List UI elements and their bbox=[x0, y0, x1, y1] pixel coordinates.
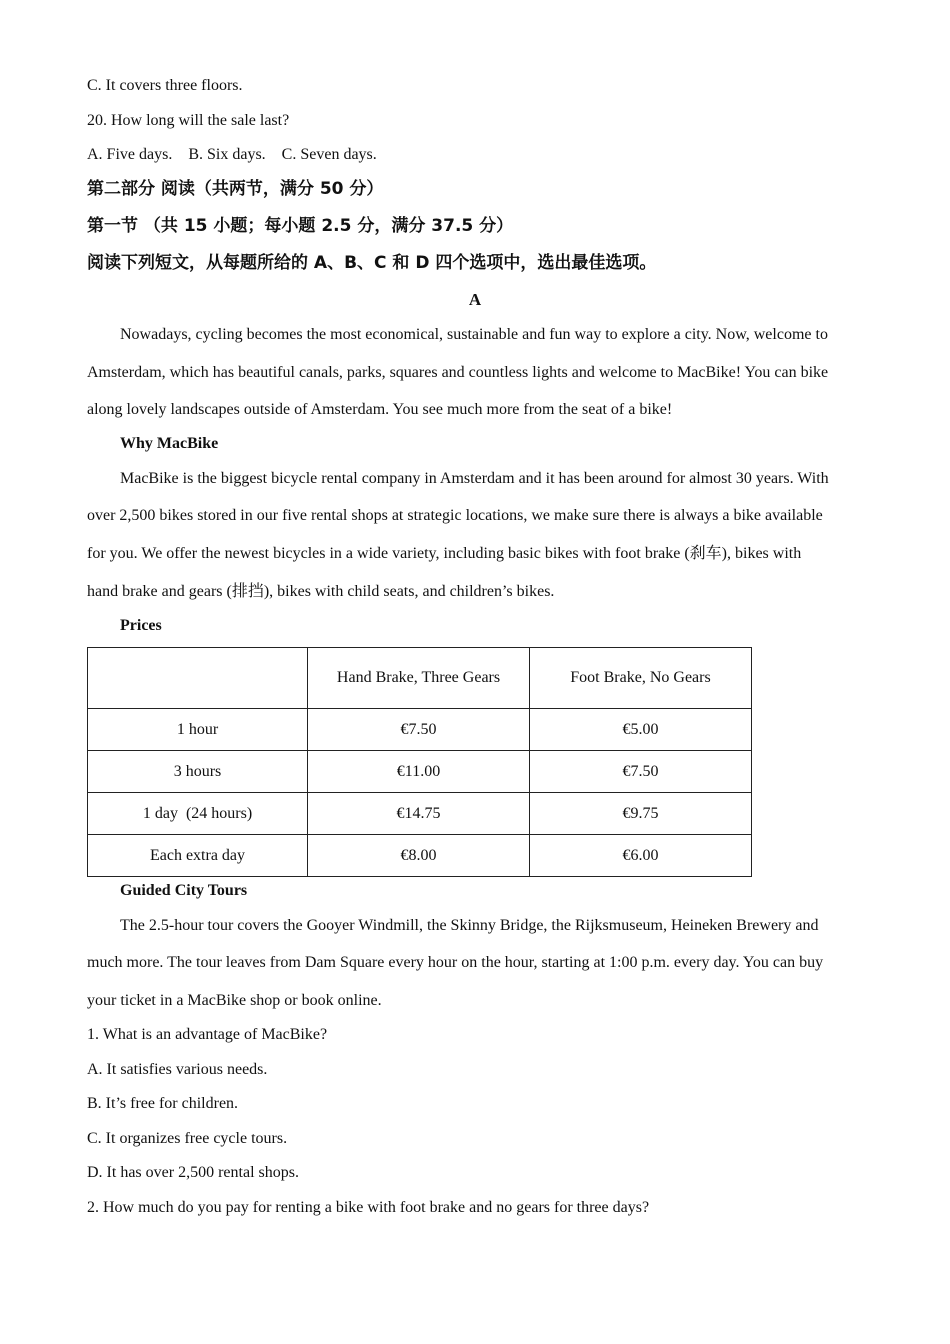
table-cell: 1 day (24 hours) bbox=[88, 793, 308, 835]
intro-line-2: Amsterdam, which has beautiful canals, parks, squares and countless lights and welcome to MacBike! You can bike bbox=[87, 364, 829, 381]
section-instruction: 阅读下列短文，从每题所给的 A、B、C 和 D 四个选项中，选出最佳选项。 bbox=[87, 253, 657, 273]
prices-heading: Prices bbox=[120, 617, 162, 634]
table-row bbox=[88, 709, 752, 751]
table-header-row bbox=[88, 648, 752, 709]
table-cell: €11.00 bbox=[308, 751, 530, 793]
why-line-4: hand brake and gears (排挡), bikes with child seats, and children’s bikes. bbox=[87, 583, 555, 600]
intro-line-1: Nowadays, cycling becomes the most economical, sustainable and fun way to explore a city. Now, welcome to bbox=[120, 326, 828, 343]
table-row bbox=[88, 835, 752, 877]
table-header-cell: Foot Brake, No Gears bbox=[530, 648, 752, 709]
table-cell: €7.50 bbox=[530, 751, 752, 793]
question-1-option-d: D. It has over 2,500 rental shops. bbox=[87, 1164, 299, 1181]
why-heading: Why MacBike bbox=[120, 435, 219, 452]
why-line-2: over 2,500 bikes stored in our five rental shops at strategic locations, we make sure there is always a bike available bbox=[87, 507, 823, 524]
table-cell: €8.00 bbox=[308, 835, 530, 877]
question-1-option-a: A. It satisfies various needs. bbox=[87, 1061, 268, 1078]
question-1-option-c: C. It organizes free cycle tours. bbox=[87, 1130, 288, 1147]
section-title: 第一节 （共 15 小题；每小题 2.5 分，满分 37.5 分） bbox=[87, 216, 514, 236]
question-20: 20. How long will the sale last? bbox=[87, 112, 290, 129]
table-row bbox=[88, 751, 752, 793]
passage-label: A bbox=[468, 290, 482, 309]
table-row bbox=[88, 793, 752, 835]
question-1: 1. What is an advantage of MacBike? bbox=[87, 1026, 328, 1043]
why-line-3: for you. We offer the newest bicycles in a wide variety, including basic bikes with foot brake (刹车), bikes with bbox=[87, 545, 802, 562]
intro-line-3: along lovely landscapes outside of Amsterdam. You see much more from the seat of a bike! bbox=[87, 401, 673, 418]
table-cell: 1 hour bbox=[88, 709, 308, 751]
table-cell: €5.00 bbox=[530, 709, 752, 751]
tours-line-1: The 2.5-hour tour covers the Gooyer Windmill, the Skinny Bridge, the Rijksmuseum, Heineken Brewery and bbox=[120, 917, 819, 934]
part-title: 第二部分 阅读（共两节，满分 50 分） bbox=[87, 179, 384, 199]
table-cell: €7.50 bbox=[308, 709, 530, 751]
tours-line-3: your ticket in a MacBike shop or book online. bbox=[87, 992, 382, 1009]
table-cell: €6.00 bbox=[530, 835, 752, 877]
prev-option-c: C. It covers three floors. bbox=[87, 77, 243, 94]
question-1-option-b: B. It’s free for children. bbox=[87, 1095, 239, 1112]
price-table bbox=[87, 647, 752, 877]
table-header-cell: Hand Brake, Three Gears bbox=[308, 648, 530, 709]
why-line-1: MacBike is the biggest bicycle rental company in Amsterdam and it has been around for almost 30 years. With bbox=[120, 470, 829, 487]
tours-line-2: much more. The tour leaves from Dam Square every hour on the hour, starting at 1:00 p.m. every day. You can buy bbox=[87, 954, 824, 971]
question-20-options: A. Five days. B. Six days. C. Seven days. bbox=[87, 146, 377, 163]
table-cell: Each extra day bbox=[88, 835, 308, 877]
table-cell: €14.75 bbox=[308, 793, 530, 835]
tours-heading: Guided City Tours bbox=[120, 882, 248, 899]
question-2: 2. How much do you pay for renting a bike with foot brake and no gears for three days? bbox=[87, 1199, 650, 1216]
table-cell: 3 hours bbox=[88, 751, 308, 793]
table-cell: €9.75 bbox=[530, 793, 752, 835]
table-header-cell bbox=[88, 648, 308, 709]
